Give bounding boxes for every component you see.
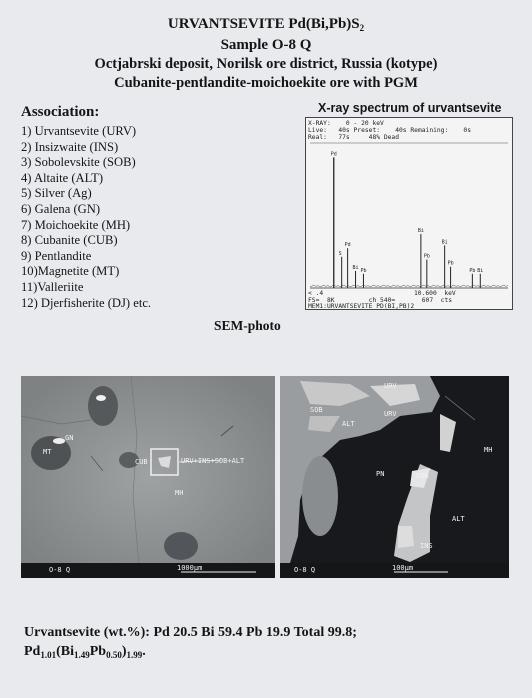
formula-close: )	[121, 644, 127, 659]
composition-line: Urvantsevite (wt.%): Pd 20.5 Bi 59.4 Pb 19.9 Total 99.8;	[24, 625, 357, 640]
sem-title: SEM-photo	[214, 318, 281, 333]
xray-spectrum-plot	[306, 118, 512, 309]
label-mh: MH	[484, 446, 493, 454]
label-mh: MH	[175, 489, 184, 497]
label-assoc: URV+INS+SOB+ALT	[181, 457, 245, 465]
label-urv-2: URV	[384, 410, 397, 418]
list-item: 10)Magnetite (MT)	[21, 264, 120, 279]
sem-left-sample: O-8 Q	[49, 566, 71, 574]
xray-spectrum-panel	[305, 117, 513, 310]
label-pn: PN	[376, 470, 385, 478]
title-text: URVANTSEVITE Pd(Bi,Pb)S	[167, 16, 360, 32]
xray-scale-line: FS= 8K ch 540= 607 cts	[308, 297, 453, 304]
spectrum-peak-label: Pb	[423, 253, 430, 260]
ore-type-line: Cubanite-pentlandite-moichoekite ore with PGM	[114, 75, 418, 91]
list-item: 6) Galena (GN)	[21, 201, 101, 216]
formula-bi-sub: 1.49	[73, 650, 90, 660]
formula-pb-sub: 0.50	[106, 650, 122, 660]
label-sob-2: SOB	[416, 472, 429, 480]
list-item: 8) Cubanite (CUB)	[21, 233, 118, 248]
xray-cursor-label: < .4	[308, 290, 324, 297]
spectrum-peak-label: Pb	[360, 267, 367, 274]
list-item: 7) Moichoekite (MH)	[21, 217, 131, 232]
composition-formula	[24, 644, 146, 660]
label-urv-1: URV	[384, 382, 397, 390]
xray-header-line-2: Live: 40s Preset: 40s Remaining: 0s	[308, 127, 472, 134]
label-sob-1: SOB	[310, 406, 323, 414]
sem-image-right	[280, 376, 509, 578]
association-title: Association:	[21, 104, 100, 120]
spectrum-peak-label: Pb	[447, 260, 454, 267]
formula-pd-sub: 1.01	[40, 650, 57, 660]
sem-left-texture	[21, 376, 275, 578]
xray-memory-line: MEM1:URVANTSEVITE PD(BI,PB)2	[308, 303, 415, 310]
association-list	[21, 124, 151, 311]
formula-end: .	[142, 644, 146, 659]
formula-total-sub: 1.99	[126, 650, 143, 660]
spectrum-peak-label: Pb	[469, 267, 476, 274]
list-item: 2) Insizwaite (INS)	[21, 139, 119, 154]
xray-energy: 10.600 keV	[414, 290, 456, 297]
deposit-line: Octjabrski deposit, Norilsk ore district, Russia (kotype)	[94, 56, 438, 72]
label-alt-2: ALT	[452, 515, 465, 523]
xray-title: X-ray spectrum of urvantsevite	[318, 101, 502, 115]
sem-right-scale: 100µm	[392, 564, 414, 572]
spectrum-peak-label: Bi	[441, 239, 448, 246]
xray-header-line-3: Real: 77s 48% Dead	[308, 134, 399, 141]
label-cub: CUB	[135, 458, 148, 466]
list-item: 11)Valleriite	[21, 279, 84, 294]
page-title	[0, 16, 532, 33]
list-item: 5) Silver (Ag)	[21, 186, 92, 201]
label-ins: INS	[420, 542, 433, 550]
list-item: 9) Pentlandite	[21, 248, 92, 263]
spectrum-background	[310, 285, 508, 287]
formula-bi: (Bi	[56, 644, 74, 659]
list-item: 12) Djerfisherite (DJ) etc.	[21, 295, 152, 310]
spectrum-peak-label: Bi	[352, 264, 359, 271]
spectrum-peak-label: Pd	[330, 151, 337, 158]
label-alt-1: ALT	[342, 420, 355, 428]
xray-header-line-1: X-RAY: 0 - 20 keV	[308, 120, 384, 127]
sem-image-left	[21, 376, 275, 578]
spectrum-peak-label: Bi	[417, 228, 424, 235]
label-gn: GN	[65, 434, 74, 442]
formula-pd: Pd	[24, 644, 41, 659]
list-item: 1) Urvantsevite (URV)	[21, 124, 137, 138]
sem-left-scale: 1000µm	[177, 564, 203, 572]
list-item: 4) Altaite (ALT)	[21, 170, 104, 185]
list-item: 3) Sobolevskite (SOB)	[21, 155, 136, 170]
title-subscript: 2	[359, 23, 365, 33]
sem-right-sample: O-8 Q	[294, 566, 316, 574]
formula-pb: Pb	[89, 644, 107, 659]
label-mt: MT	[43, 448, 52, 456]
spectrum-peak-label: S	[338, 250, 342, 257]
spectrum-peak-label: Pd	[344, 242, 351, 249]
spectrum-peak-label: Bi	[477, 267, 484, 274]
sample-id: Sample O-8 Q	[220, 37, 312, 53]
